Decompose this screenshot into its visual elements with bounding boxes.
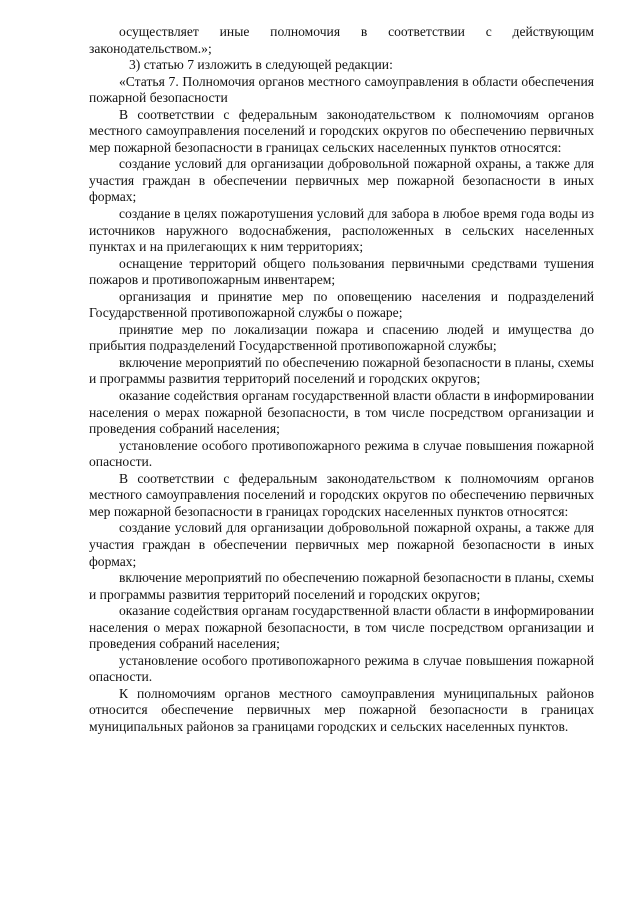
paragraph-2: 3) статью 7 изложить в следующей редакции: — [129, 57, 393, 73]
paragraph-1: осуществляет иные полномочия в соответствии с действующим законодательством.»; — [89, 24, 594, 56]
list-item: включение мероприятий по обеспечению пожарной безопасности в планы, схемы и программы развития территорий поселений и городских округов; — [89, 354, 594, 387]
list-item: создание в целях пожаротушения условий для забора в любое время года воды из источников наружного водоснабжения, расположенных в сельских населенных пунктах и на прилегающих к ним территориях; — [89, 206, 594, 255]
list-item: установление особого противопожарного режима в случае повышения пожарной опасности. — [89, 652, 594, 685]
list-item: включение мероприятий по обеспечению пожарной безопасности в планы, схемы и программы развития территорий поселений и городских округов; — [89, 570, 594, 602]
list-item: принятие мер по локализации пожара и спасению людей и имущества до прибытия подразделений Государственной противопожарной службы; — [89, 321, 594, 354]
list-item: создание условий для организации добровольной пожарной охраны, а также для участия граждан в обеспечении первичных мер пожарной безопасности в иных формах; — [89, 156, 594, 205]
list-item: создание условий для организации добровольной пожарной охраны, а также для участия граждан в обеспечении первичных мер пожарной безопасности в иных формах; — [89, 520, 594, 569]
list-item: оказание содействия органам государственной власти области в информировании населения о мерах пожарной безопасности, в том числе посредством организации и проведения собраний населения; — [89, 603, 594, 652]
list-item: установление особого противопожарного режима в случае повышения пожарной опасности. — [89, 437, 594, 470]
list-item: организация и принятие мер по оповещению населения и подразделений Государственной противопожарной службы о пожаре; — [89, 288, 594, 321]
list-item: оказание содействия органам государственной власти области в информировании населения о мерах пожарной безопасности, в том числе посредством организации и проведения собраний населения; — [89, 388, 594, 437]
paragraph-18: К полномочиям органов местного самоуправления муниципальных районов относится обеспечение первичных мер пожарной безопасности в границах муниципальных районов за границами городских и сельских населенных пунктов. — [89, 685, 594, 734]
document-body — [89, 24, 594, 736]
paragraph-4: В соответствии с федеральным законодательством к полномочиям органов местного самоуправления поселений и городских округов по обеспечению первичных мер пожарной безопасности в границах сельских населенных пунктов относятся: — [89, 106, 594, 155]
paragraph-13: В соответствии с федеральным законодательством к полномочиям органов местного самоуправления поселений и городских округов по обеспечению первичных мер пожарной безопасности в границах городских населенных пунктов относятся: — [89, 470, 594, 519]
article-heading: «Статья 7. Полномочия органов местного самоуправления в области обеспечения пожарной безопасности — [89, 73, 594, 106]
list-item: оснащение территорий общего пользования первичными средствами тушения пожаров и противопожарным инвентарем; — [89, 255, 594, 288]
